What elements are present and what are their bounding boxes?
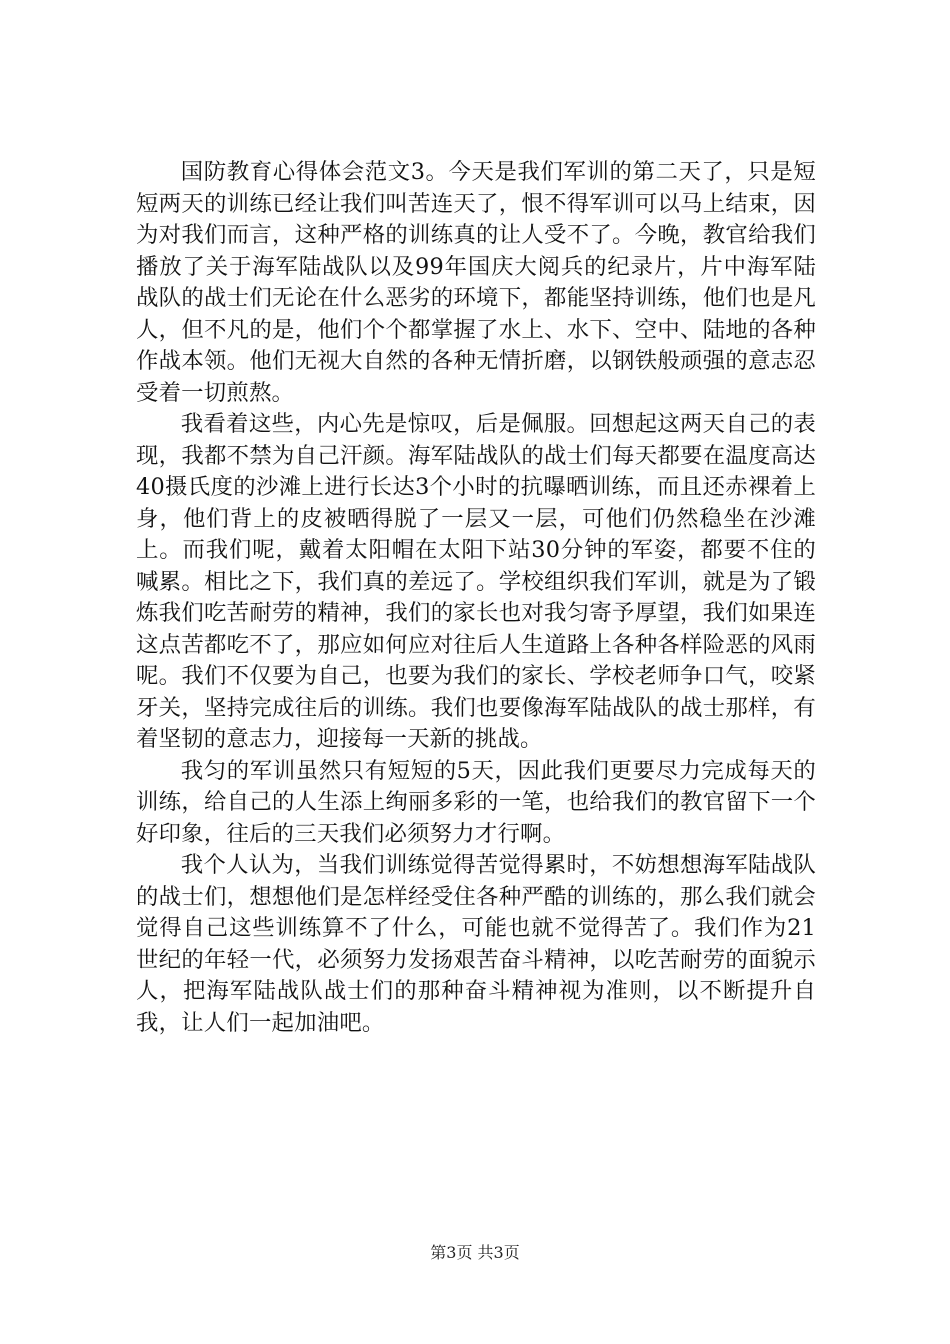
paragraph-3: 我匀的军训虽然只有短短的5天，因此我们更要尽力完成每天的训练，给自己的人生添上绚丽多彩的一笔，也给我们的教官留下一个好印象，往后的三天我们必须努力才行啊。 xyxy=(136,757,816,847)
paragraph-4: 我个人认为，当我们训练觉得苦觉得累时，不妨想想海军陆战队的战士们，想想他们是怎样经受住各种严酷的训练的，那么我们就会觉得自己这些训练算不了什么，可能也就不觉得苦了。我们作为21世纪的年轻一代，必须努力发扬艰苦奋斗精神，以吃苦耐劳的面貌示人，把海军陆战队战士们的那种奋斗精神视为准则，以不断提升自我，让人们一起加油吧。 xyxy=(136,852,816,1036)
document-body xyxy=(136,157,816,1039)
paragraph-2: 我看着这些，内心先是惊叹，后是佩服。回想起这两天自己的表现，我都不禁为自己汗颜。海军陆战队的战士们每天都要在温度高达40摄氏度的沙滩上进行长达3个小时的抗曝晒训练，而且还赤裸着上身，他们背上的皮被晒得脱了一层又一层，可他们仍然稳坐在沙滩上。而我们呢，戴着太阳帽在太阳下站30分钟的军姿，都要不住的喊累。相比之下，我们真的差远了。学校组织我们军训，就是为了锻炼我们吃苦耐劳的精神，我们的家长也对我匀寄予厚望，我们如果连这点苦都吃不了，那应如何应对往后人生道路上各种各样险恶的风雨呢。我们不仅要为自己，也要为我们的家长、学校老师争口气，咬紧牙关，坚持完成往后的训练。我们也要像海军陆战队的战士那样，有着坚韧的意志力，迎接每一天新的挑战。 xyxy=(136,411,816,752)
page-number-footer: 第3页 共3页 xyxy=(430,1243,520,1262)
paragraph-1: 国防教育心得体会范文3。今天是我们军训的第二天了，只是短短两天的训练已经让我们叫苦连天了，恨不得军训可以马上结束，因为对我们而言，这种严格的训练真的让人受不了。今晚，教官给我们播放了关于海军陆战队以及99年国庆大阅兵的纪录片，片中海军陆战队的战士们无论在什么恶劣的环境下，都能坚持训练，他们也是凡人，但不凡的是，他们个个都掌握了水上、水下、空中、陆地的各种作战本领。他们无视大自然的各种无情折磨，以钢铁般顽强的意志忍受着一切煎熬。 xyxy=(136,159,816,406)
